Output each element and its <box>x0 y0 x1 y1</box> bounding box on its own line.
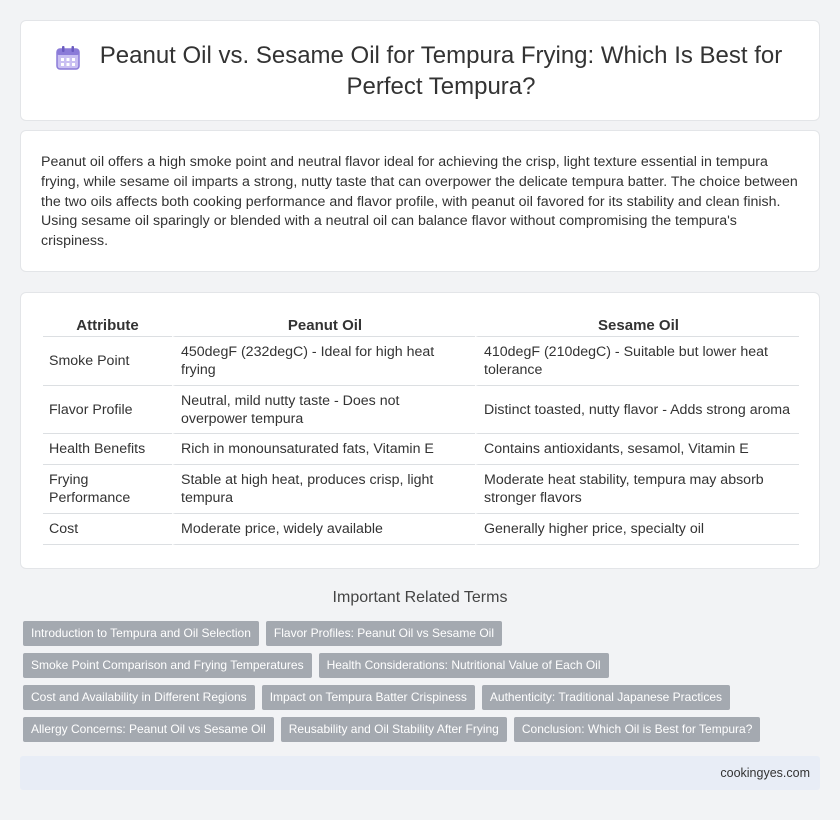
related-terms-list <box>23 621 803 749</box>
header-sesame-oil: Sesame Oil <box>475 315 799 337</box>
title-card <box>20 20 820 121</box>
peanut-cell: Moderate price, widely available <box>172 514 475 545</box>
related-term-tag[interactable]: Impact on Tempura Batter Crispiness <box>262 685 475 710</box>
peanut-cell: Neutral, mild nutty taste - Does not overpower tempura <box>172 386 475 434</box>
comparison-table <box>43 315 799 545</box>
header-attribute: Attribute <box>43 315 172 337</box>
sesame-cell: Generally higher price, specialty oil <box>475 514 799 545</box>
related-term-tag[interactable]: Authenticity: Traditional Japanese Practices <box>482 685 730 710</box>
attribute-cell: Health Benefits <box>43 434 172 465</box>
sesame-cell: Distinct toasted, nutty flavor - Adds strong aroma <box>475 386 799 434</box>
summary-text: Peanut oil offers a high smoke point and neutral flavor ideal for achieving the crisp, light texture essential in tempura frying, while sesame oil imparts a strong, nutty taste that can overpower the delicate tempura batter. The choice between the two oils affects both cooking performance and flavor profile, with peanut oil favored for its stability and clean finish. Using sesame oil sparingly or blended with a neutral oil can balance flavor without compromising the tempura's crispiness. <box>41 154 798 250</box>
footer-site-link[interactable]: cookingyes.com <box>720 766 810 780</box>
summary-card <box>20 130 820 272</box>
table-row <box>43 434 799 465</box>
table-row <box>43 465 799 514</box>
table-row <box>43 386 799 434</box>
related-term-tag[interactable]: Conclusion: Which Oil is Best for Tempura? <box>514 717 761 742</box>
attribute-cell: Smoke Point <box>43 337 172 386</box>
related-term-tag[interactable]: Allergy Concerns: Peanut Oil vs Sesame Oil <box>23 717 274 742</box>
related-term-tag[interactable]: Smoke Point Comparison and Frying Temperatures <box>23 653 312 678</box>
header-peanut-oil: Peanut Oil <box>172 315 475 337</box>
related-term-tag[interactable]: Flavor Profiles: Peanut Oil vs Sesame Oil <box>266 621 502 646</box>
footer <box>20 756 820 790</box>
sesame-cell: Moderate heat stability, tempura may absorb stronger flavors <box>475 465 799 514</box>
table-row <box>43 514 799 545</box>
table-row <box>43 337 799 386</box>
page-title: Peanut Oil vs. Sesame Oil for Tempura Frying: Which Is Best for Perfect Tempura? <box>99 41 783 100</box>
calendar-icon <box>54 44 82 72</box>
related-term-tag[interactable]: Cost and Availability in Different Regions <box>23 685 255 710</box>
attribute-cell: Frying Performance <box>43 465 172 514</box>
sesame-cell: 410degF (210degC) - Suitable but lower heat tolerance <box>475 337 799 386</box>
related-term-tag[interactable]: Health Considerations: Nutritional Value of Each Oil <box>319 653 609 678</box>
attribute-cell: Cost <box>43 514 172 545</box>
related-term-tag[interactable]: Introduction to Tempura and Oil Selection <box>23 621 259 646</box>
peanut-cell: Rich in monounsaturated fats, Vitamin E <box>172 434 475 465</box>
related-term-tag[interactable]: Reusability and Oil Stability After Frying <box>281 717 507 742</box>
peanut-cell: Stable at high heat, produces crisp, light tempura <box>172 465 475 514</box>
table-header-row <box>43 315 799 337</box>
related-terms-heading: Important Related Terms <box>332 589 508 606</box>
sesame-cell: Contains antioxidants, sesamol, Vitamin E <box>475 434 799 465</box>
peanut-cell: 450degF (232degC) - Ideal for high heat frying <box>172 337 475 386</box>
comparison-card <box>20 292 820 569</box>
attribute-cell: Flavor Profile <box>43 386 172 434</box>
